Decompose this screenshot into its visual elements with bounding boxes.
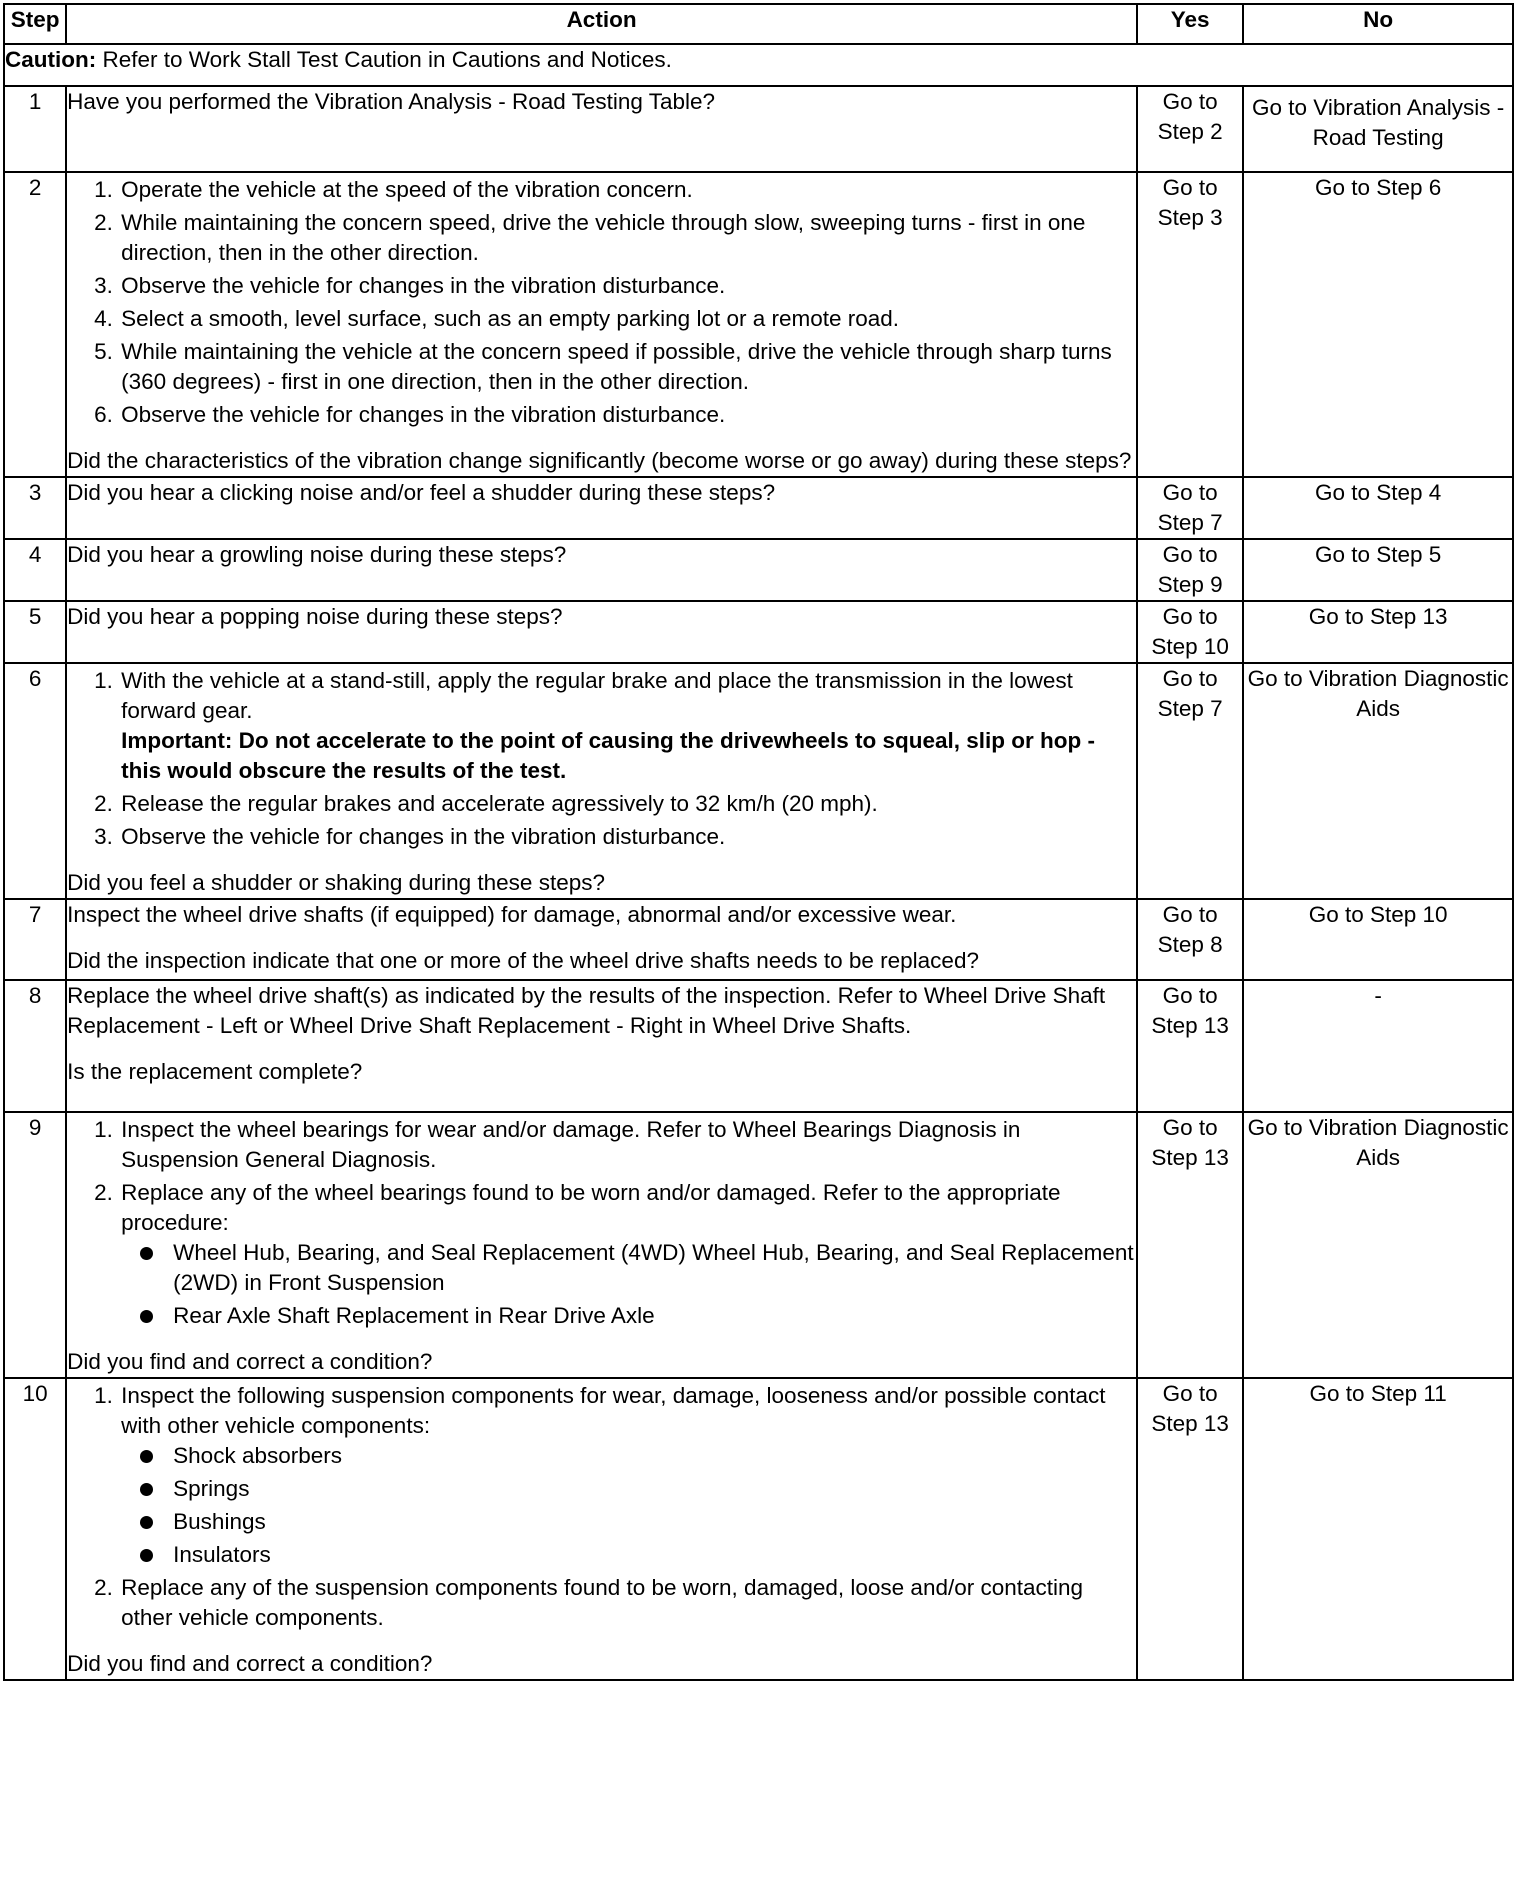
- action-cell: [66, 86, 1137, 172]
- procedure-item-text: Inspect the following suspension components for wear, damage, looseness and/or possible contact with other vehicle components:: [121, 1383, 1106, 1438]
- table-row: [4, 899, 1513, 980]
- question-text: Did you hear a popping noise during these steps?: [67, 604, 563, 629]
- step-number: 3: [4, 477, 66, 539]
- step-number: 10: [4, 1378, 66, 1680]
- procedure-list: [67, 1381, 1136, 1633]
- bullet-item: Wheel Hub, Bearing, and Seal Replacement (4WD) Wheel Hub, Bearing, and Seal Replacement (2WD) in Front Suspension: [171, 1238, 1136, 1298]
- yes-link[interactable]: Go to Step 7: [1137, 477, 1243, 539]
- procedure-item: 1. Operate the vehicle at the speed of the vibration concern.: [119, 175, 1136, 205]
- bullet-item: Rear Axle Shaft Replacement in Rear Drive Axle: [171, 1301, 1136, 1331]
- procedure-item: 5. While maintaining the vehicle at the concern speed if possible, drive the vehicle through sharp turns (360 degrees) - first in one direction, then in the other direction.: [119, 337, 1136, 397]
- header-no: No: [1243, 4, 1513, 44]
- bullet-item: Springs: [171, 1474, 1136, 1504]
- question-text: Did you feel a shudder or shaking during these steps?: [67, 870, 605, 895]
- step-number: 5: [4, 601, 66, 663]
- bullet-item: Bushings: [171, 1507, 1136, 1537]
- yes-link[interactable]: Go to Step 13: [1137, 1112, 1243, 1378]
- table-row: [4, 601, 1513, 663]
- diagnostic-table: [3, 3, 1514, 1681]
- no-link[interactable]: Go to Vibration Diagnostic Aids: [1243, 663, 1513, 899]
- procedure-item: 2. Replace any of the suspension components found to be worn, damaged, loose and/or contacting other vehicle components.: [119, 1573, 1136, 1633]
- procedure-item-text: Replace any of the wheel bearings found to be worn and/or damaged. Refer to the appropriate procedure:: [121, 1180, 1061, 1235]
- no-link[interactable]: Go to Step 4: [1243, 477, 1513, 539]
- yes-link[interactable]: Go to Step 13: [1137, 1378, 1243, 1680]
- step-number: 6: [4, 663, 66, 899]
- procedure-item: 2. Release the regular brakes and accelerate agressively to 32 km/h (20 mph).: [119, 789, 1136, 819]
- step-number: 8: [4, 980, 66, 1112]
- yes-link[interactable]: Go to Step 3: [1137, 172, 1243, 477]
- procedure-item: [119, 1178, 1136, 1331]
- action-cell: [66, 1112, 1137, 1378]
- action-cell: [66, 899, 1137, 980]
- yes-link[interactable]: Go to Step 10: [1137, 601, 1243, 663]
- procedure-item: 3. Observe the vehicle for changes in the vibration disturbance.: [119, 822, 1136, 852]
- procedure-list: [67, 1115, 1136, 1331]
- caution-label: Caution:: [5, 47, 97, 72]
- table-row: [4, 477, 1513, 539]
- step-number: 7: [4, 899, 66, 980]
- question-text: Did you hear a clicking noise and/or feel a shudder during these steps?: [67, 480, 776, 505]
- table-row: [4, 1378, 1513, 1680]
- question-text: Did the characteristics of the vibration change significantly (become worse or go away) during these steps?: [67, 448, 1132, 473]
- question-text: Have you performed the Vibration Analysis - Road Testing Table?: [67, 89, 716, 114]
- question-text: Did you find and correct a condition?: [67, 1349, 433, 1374]
- table-row: [4, 1112, 1513, 1378]
- question-text: Did you hear a growling noise during these steps?: [67, 542, 567, 567]
- procedure-bullets: [121, 1441, 1136, 1570]
- table-row: [4, 86, 1513, 172]
- action-cell: [66, 601, 1137, 663]
- procedure-list: [67, 175, 1136, 430]
- header-step: Step: [4, 4, 66, 44]
- yes-link[interactable]: Go to Step 9: [1137, 539, 1243, 601]
- procedure-bullets: [121, 1238, 1136, 1331]
- table-row: [4, 539, 1513, 601]
- procedure-item: 6. Observe the vehicle for changes in the vibration disturbance.: [119, 400, 1136, 430]
- step-number: 4: [4, 539, 66, 601]
- action-cell: [66, 539, 1137, 601]
- bullet-item: Shock absorbers: [171, 1441, 1136, 1471]
- caution-row: [4, 44, 1513, 86]
- question-text: Did you find and correct a condition?: [67, 1651, 433, 1676]
- no-link[interactable]: Go to Step 13: [1243, 601, 1513, 663]
- caution-text: Refer to Work Stall Test Caution in Cautions and Notices.: [96, 47, 672, 72]
- table-row: [4, 172, 1513, 477]
- header-action: Action: [66, 4, 1137, 44]
- action-cell: [66, 477, 1137, 539]
- procedure-item: [119, 1381, 1136, 1570]
- no-link[interactable]: Go to Vibration Diagnostic Aids: [1243, 1112, 1513, 1378]
- yes-link[interactable]: Go to Step 7: [1137, 663, 1243, 899]
- no-link[interactable]: Go to Step 5: [1243, 539, 1513, 601]
- yes-link[interactable]: Go to Step 13: [1137, 980, 1243, 1112]
- step-number: 1: [4, 86, 66, 172]
- question-text: Is the replacement complete?: [67, 1059, 363, 1084]
- no-link[interactable]: Go to Step 11: [1243, 1378, 1513, 1680]
- bullet-item: Insulators: [171, 1540, 1136, 1570]
- step-number: 2: [4, 172, 66, 477]
- no-link[interactable]: Go to Step 6: [1243, 172, 1513, 477]
- header-row: [4, 4, 1513, 44]
- action-cell: [66, 980, 1137, 1112]
- procedure-item: [119, 666, 1136, 786]
- no-link[interactable]: Go to Vibration Analysis - Road Testing: [1243, 86, 1513, 172]
- question-text: Did the inspection indicate that one or more of the wheel drive shafts needs to be replaced?: [67, 948, 979, 973]
- inspection-text: Inspect the wheel drive shafts (if equipped) for damage, abnormal and/or excessive wear.: [67, 902, 957, 927]
- no-value: -: [1243, 980, 1513, 1112]
- table-row: [4, 663, 1513, 899]
- yes-link[interactable]: Go to Step 2: [1137, 86, 1243, 172]
- replacement-text: Replace the wheel drive shaft(s) as indicated by the results of the inspection. Refer to Wheel Drive Shaft Replacement - Left or Wheel Drive Shaft Replacement - Right in Wheel Drive Shafts.: [67, 983, 1106, 1038]
- diagnostic-table-page: [0, 3, 1520, 1681]
- procedure-item: 4. Select a smooth, level surface, such as an empty parking lot or a remote road.: [119, 304, 1136, 334]
- no-link[interactable]: Go to Step 10: [1243, 899, 1513, 980]
- procedure-item: 2. While maintaining the concern speed, drive the vehicle through slow, sweeping turns - first in one direction, then in the other direction.: [119, 208, 1136, 268]
- step-number: 9: [4, 1112, 66, 1378]
- important-note: Important: Do not accelerate to the point of causing the drivewheels to squeal, slip or hop - this would obscure the results of the test.: [121, 728, 1096, 783]
- action-cell: [66, 172, 1137, 477]
- procedure-item: 1. Inspect the wheel bearings for wear and/or damage. Refer to Wheel Bearings Diagnosis in Suspension General Diagnosis.: [119, 1115, 1136, 1175]
- action-cell: [66, 663, 1137, 899]
- action-cell: [66, 1378, 1137, 1680]
- caution-cell: [4, 44, 1513, 86]
- procedure-item: 3. Observe the vehicle for changes in the vibration disturbance.: [119, 271, 1136, 301]
- header-yes: Yes: [1137, 4, 1243, 44]
- yes-link[interactable]: Go to Step 8: [1137, 899, 1243, 980]
- table-row: [4, 980, 1513, 1112]
- procedure-item-text: With the vehicle at a stand-still, apply the regular brake and place the transmission in the lowest forward gear.: [121, 668, 1073, 723]
- procedure-list: [67, 666, 1136, 852]
